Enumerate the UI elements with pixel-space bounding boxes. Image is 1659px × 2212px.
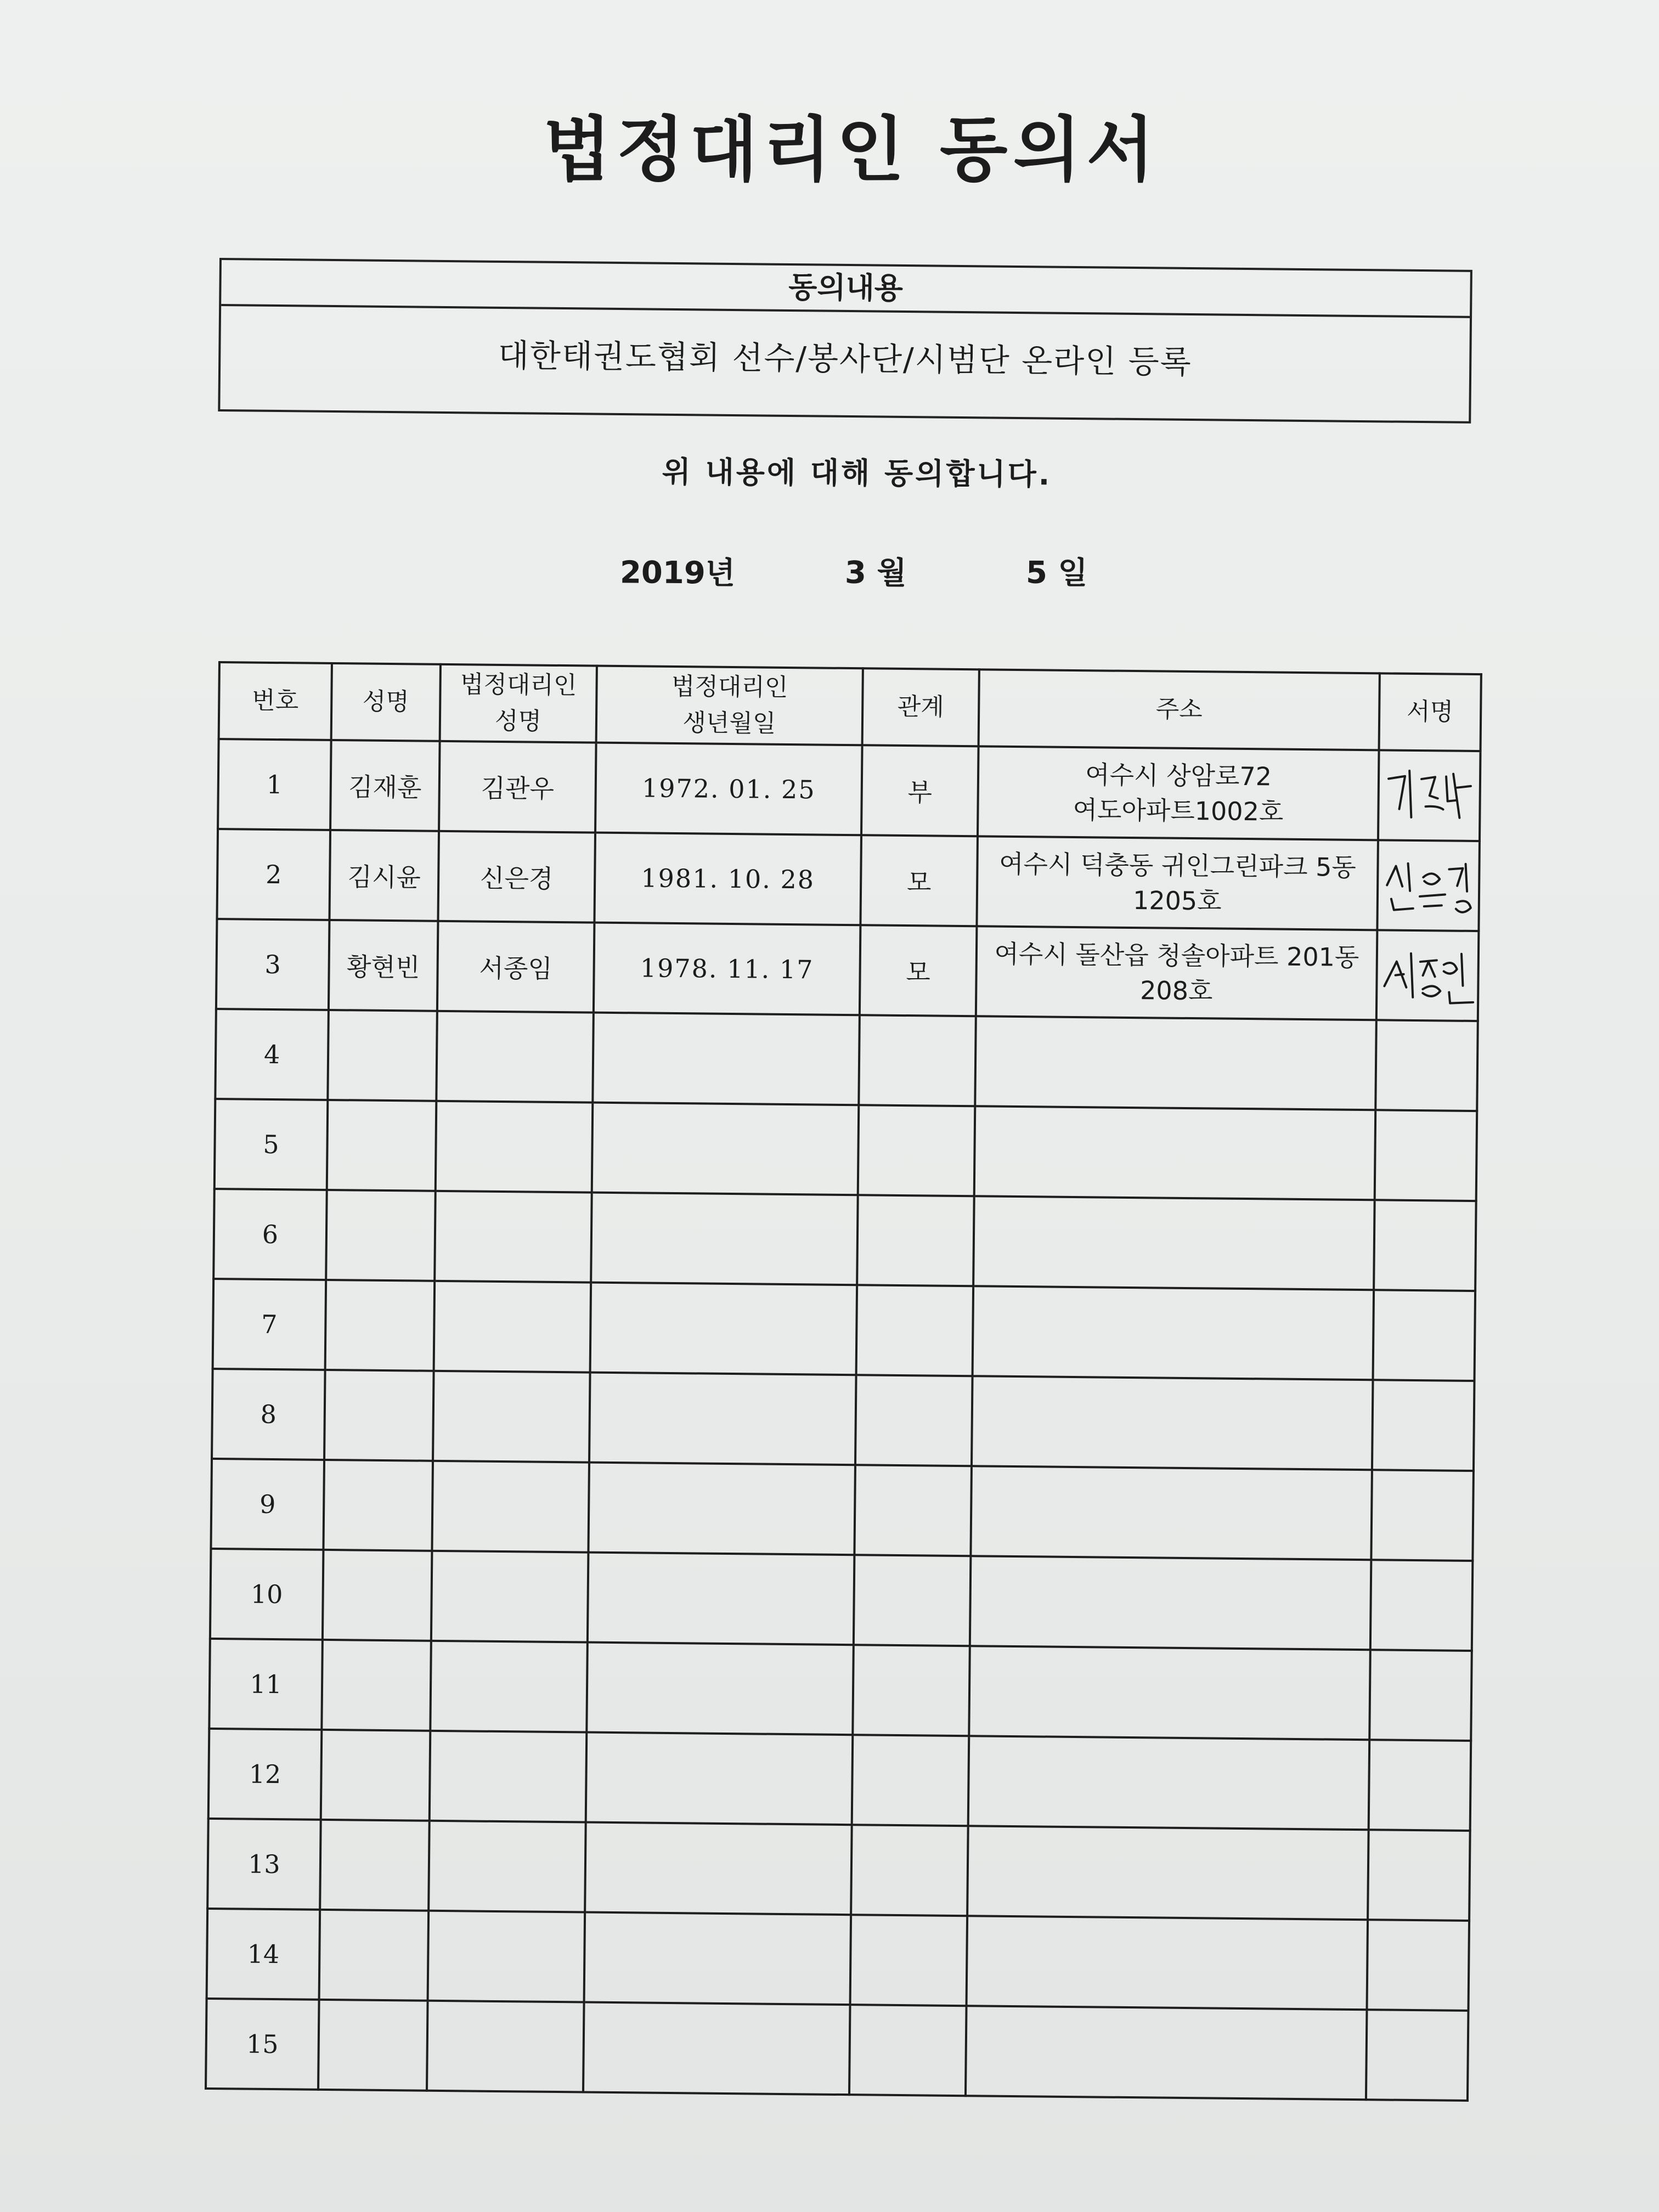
row-number: 12 [208, 1729, 322, 1820]
row-guardian-birth [586, 1733, 853, 1825]
row-signature [1367, 1920, 1469, 2011]
row-number: 9 [211, 1459, 324, 1550]
row-signature [1375, 1020, 1478, 1111]
row-name [328, 1010, 437, 1101]
row-address-line1: 여수시 상암로72 [1085, 760, 1272, 792]
row-name [320, 1820, 430, 1911]
table-row [216, 919, 1479, 1021]
row-relation [859, 1015, 976, 1106]
header-address: 주소 [979, 669, 1380, 750]
row-guardian-birth [591, 1193, 858, 1285]
row-name [325, 1280, 435, 1371]
consent-header: 동의내용 [221, 260, 1470, 318]
row-guardian-birth [589, 1373, 856, 1465]
row-relation [855, 1375, 973, 1466]
row-address [977, 836, 1378, 930]
row-name [321, 1730, 431, 1821]
row-name [323, 1550, 432, 1641]
row-address [968, 1736, 1370, 1830]
guardian-table-wrapper [205, 661, 1480, 2102]
table-row [211, 1459, 1473, 1561]
row-relation [854, 1555, 971, 1646]
row-guardian-birth [586, 1643, 854, 1735]
row-relation [850, 1915, 968, 2006]
date-day: 5 일 [1025, 555, 1088, 591]
header-relation: 관계 [862, 668, 979, 746]
table-row [213, 1189, 1476, 1291]
row-signature [1375, 1110, 1477, 1201]
table-row [207, 1819, 1470, 1921]
table-row [207, 1909, 1469, 2011]
row-guardian-name [436, 1011, 594, 1103]
table-row [208, 1729, 1471, 1831]
row-address-line1: 여수시 덕충동 귀인그린파크 5동 [998, 849, 1357, 882]
row-number: 10 [210, 1549, 324, 1640]
row-signature [1368, 1830, 1470, 1921]
row-relation [849, 2005, 967, 2096]
header-guardian-birth-line1: 법정대리인 [671, 672, 788, 702]
row-address [972, 1376, 1373, 1470]
row-signature [1373, 1290, 1476, 1381]
consent-body: 대한태권도협회 선수/봉사단/시범단 온라인 등록 [498, 336, 1193, 381]
header-name: 성명 [331, 663, 441, 741]
row-number: 13 [207, 1819, 321, 1910]
date-year: 2019년 [619, 555, 736, 591]
consent-box [218, 258, 1472, 424]
row-guardian-birth [590, 1283, 857, 1375]
row-signature [1369, 1740, 1471, 1831]
row-signature [1371, 1470, 1474, 1561]
row-number: 5 [215, 1099, 328, 1190]
row-number: 3 [216, 919, 330, 1010]
row-name [323, 1460, 433, 1551]
header-signature: 서명 [1379, 673, 1481, 751]
row-number: 11 [209, 1639, 323, 1730]
agreement-statement: 위 내용에 대해 동의합니다. [662, 454, 1052, 492]
row-name [318, 2000, 428, 2091]
row-address [970, 1466, 1372, 1560]
table-row [218, 739, 1480, 841]
row-guardian-name [428, 1911, 585, 2002]
row-guardian-birth: 1972. 01. 25 [595, 743, 862, 836]
row-name [319, 1910, 429, 2001]
row-relation [857, 1195, 974, 1286]
row-guardian-name: 서종임 [437, 921, 595, 1013]
row-name: 김재훈 [330, 740, 440, 831]
table-row [217, 829, 1479, 931]
table-header-row [219, 662, 1481, 751]
row-relation [858, 1105, 975, 1196]
row-address [973, 1196, 1375, 1290]
row-address [974, 1106, 1376, 1200]
row-address [967, 1916, 1368, 2010]
row-number: 15 [206, 1999, 319, 2090]
row-guardian-name [427, 2001, 584, 2092]
row-signature [1370, 1560, 1473, 1651]
date-month: 3 월 [844, 555, 907, 591]
row-relation: 부 [861, 745, 979, 836]
row-guardian-birth: 1981. 10. 28 [594, 833, 861, 926]
row-number: 4 [215, 1009, 329, 1100]
handwritten-signature [1378, 936, 1476, 1014]
header-guardian-birth [596, 666, 863, 746]
row-address [978, 746, 1379, 840]
row-signature [1366, 2010, 1469, 2101]
row-address-line2: 208호 [1139, 975, 1213, 1006]
row-name [327, 1100, 437, 1191]
row-guardian-name [431, 1551, 589, 1643]
row-signature [1377, 840, 1480, 931]
row-guardian-name [435, 1191, 592, 1283]
table-row [215, 1099, 1477, 1201]
row-guardian-birth [585, 1822, 852, 1915]
row-address [973, 1286, 1374, 1380]
row-name [326, 1190, 436, 1281]
row-address [970, 1556, 1372, 1650]
row-signature [1369, 1650, 1472, 1741]
table-row [215, 1009, 1477, 1111]
row-address [967, 1826, 1369, 1920]
row-address-line2: 여도아파트1002호 [1073, 794, 1284, 827]
row-guardian-name [428, 1821, 586, 1912]
row-signature [1376, 930, 1479, 1021]
row-guardian-name [434, 1281, 591, 1373]
row-address [975, 1016, 1376, 1110]
row-name [324, 1370, 434, 1461]
row-number: 1 [218, 739, 331, 830]
table-row [212, 1369, 1474, 1471]
row-relation [854, 1465, 972, 1556]
header-guardian-name [440, 664, 597, 743]
row-number: 8 [212, 1369, 325, 1460]
header-number: 번호 [219, 662, 332, 740]
row-name: 황현빈 [329, 920, 438, 1011]
row-relation [851, 1825, 968, 1916]
row-signature [1372, 1380, 1475, 1471]
row-guardian-name [430, 1641, 588, 1733]
row-guardian-birth [592, 1103, 859, 1195]
row-number: 6 [213, 1189, 327, 1280]
handwritten-signature [1380, 847, 1477, 924]
row-address [969, 1646, 1370, 1740]
row-address-line1: 여수시 돌산읍 청솔아파트 201동 [994, 939, 1359, 972]
document-title: 법정대리인 동의서 [543, 109, 1160, 191]
header-guardian-name-line1: 법정대리인 [460, 670, 577, 700]
handwritten-signature [1383, 757, 1476, 834]
row-guardian-birth [583, 2002, 850, 2095]
row-guardian-birth [584, 1912, 851, 2005]
table-row [209, 1639, 1471, 1741]
table-row [210, 1549, 1472, 1651]
row-guardian-birth [588, 1463, 855, 1555]
row-guardian-name [433, 1371, 590, 1463]
row-address-line2: 1205호 [1132, 885, 1222, 916]
row-name: 김시윤 [329, 830, 439, 921]
table-row [213, 1279, 1475, 1381]
row-address [976, 926, 1378, 1020]
row-address [966, 2006, 1367, 2100]
header-guardian-name-line2: 성명 [494, 707, 542, 736]
row-guardian-name [430, 1731, 587, 1822]
row-relation: 모 [860, 835, 978, 926]
row-number: 14 [207, 1909, 320, 2000]
header-guardian-birth-line2: 생년월일 [682, 709, 776, 738]
row-guardian-birth [592, 1013, 860, 1105]
row-number: 7 [213, 1279, 326, 1370]
row-guardian-birth: 1978. 11. 17 [594, 923, 861, 1015]
row-signature [1374, 1200, 1476, 1291]
row-relation [853, 1645, 970, 1736]
row-relation [852, 1735, 969, 1826]
table-row [206, 1999, 1468, 2101]
row-number: 2 [217, 829, 330, 920]
row-relation: 모 [860, 925, 977, 1016]
row-guardian-name [436, 1101, 593, 1193]
row-guardian-name: 김관우 [439, 741, 596, 833]
row-guardian-birth [588, 1553, 855, 1645]
guardian-table [205, 661, 1482, 2102]
row-guardian-name: 신은경 [438, 831, 595, 923]
row-guardian-name [432, 1461, 589, 1553]
row-signature [1378, 750, 1481, 841]
row-name [321, 1640, 431, 1731]
row-relation [856, 1285, 974, 1376]
